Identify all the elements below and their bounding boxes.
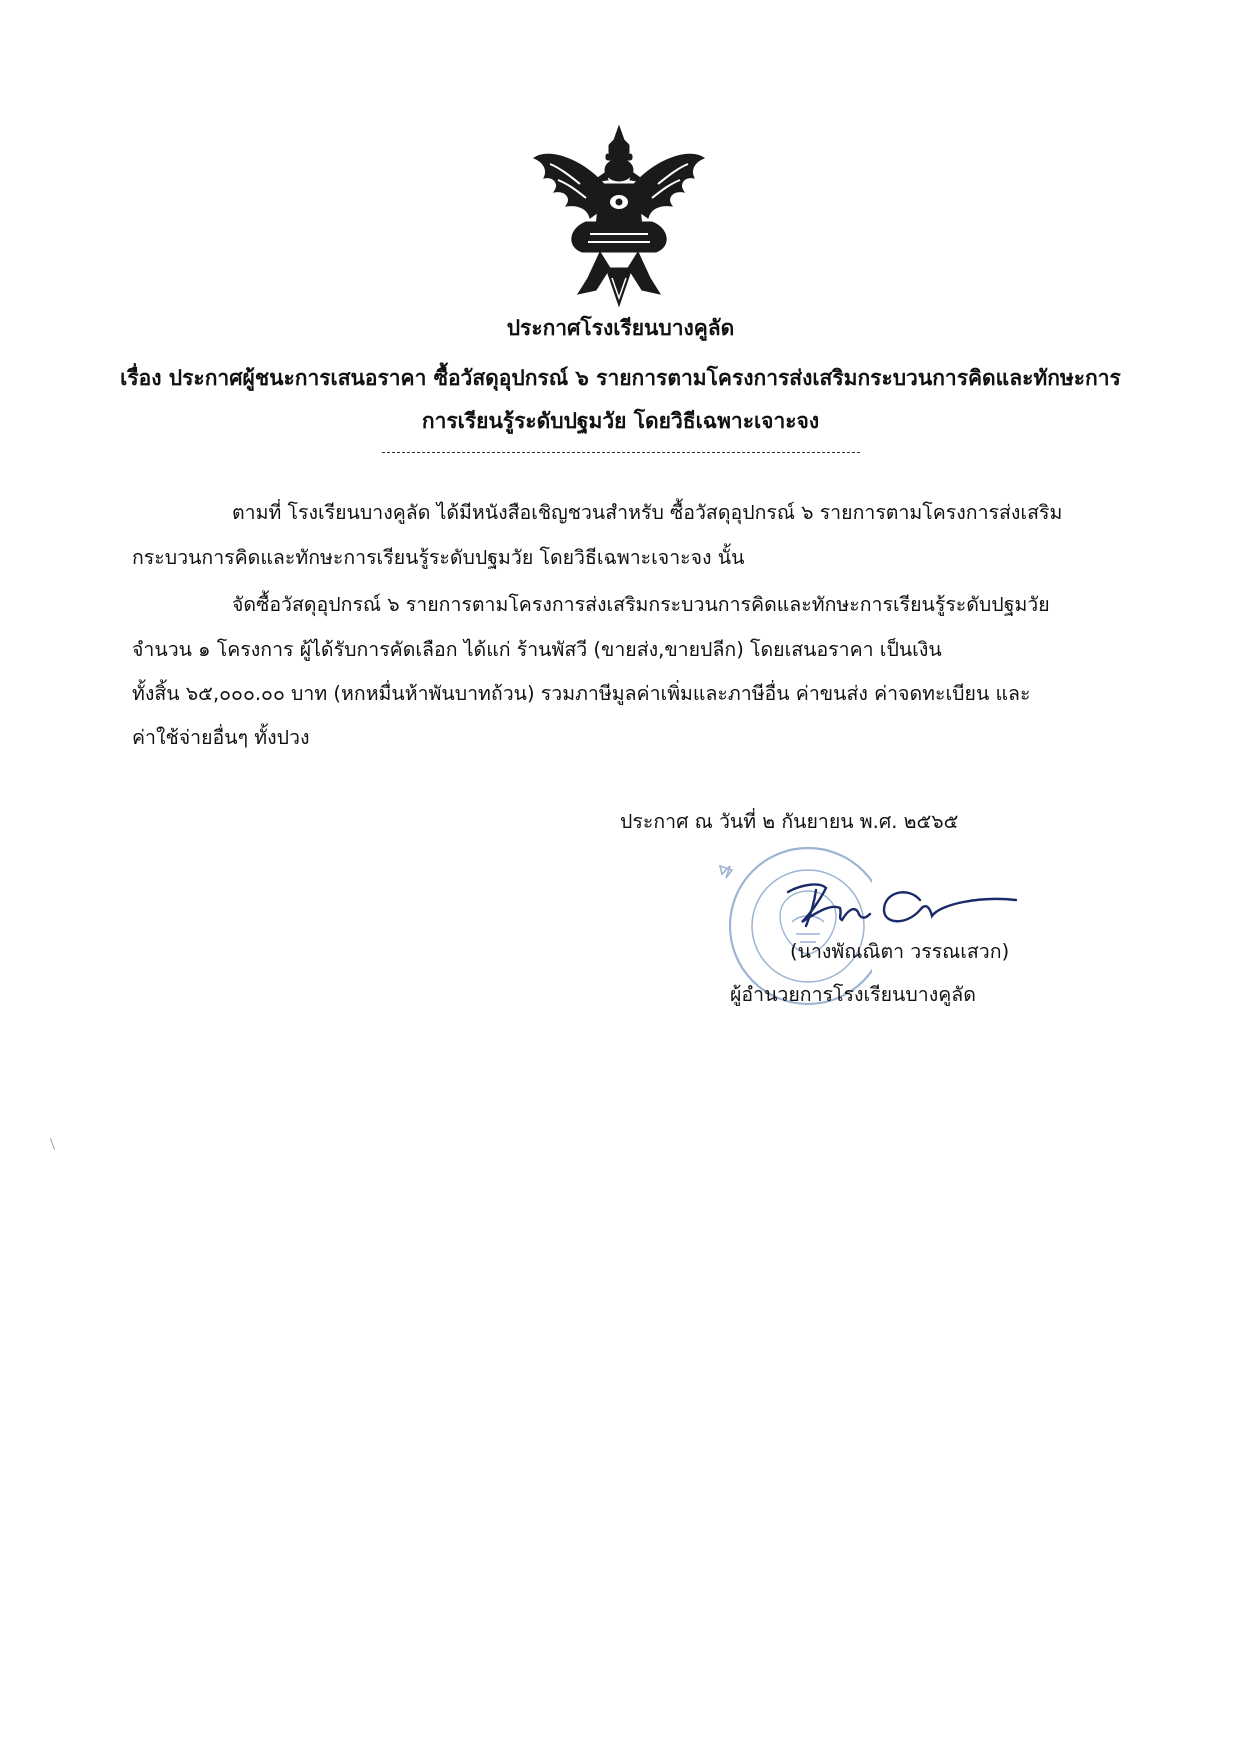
signer-name: (นางพัณณิตา วรรณเสวก) (790, 940, 1010, 963)
paragraph-2-line-2: จำนวน ๑ โครงการ ผู้ได้รับการคัดเลือก ได้แก่ ร้านพัสวี (ขายส่ง,ขายปลีก) โดยเสนอราคา เป็นเงิน (132, 638, 942, 661)
paragraph-1-line-2: กระบวนการคิดและทักษะการเรียนรู้ระดับปฐมวัย โดยวิธีเฉพาะเจาะจง นั้น (132, 546, 745, 569)
paragraph-2-line-4: ค่าใช้จ่ายอื่นๆ ทั้งปวง (132, 726, 310, 749)
paragraph-1-line-1: ตามที่ โรงเรียนบางคูลัด ได้มีหนังสือเชิญชวนสำหรับ ซื้อวัสดุอุปกรณ์ ๖ รายการตามโครงการส่งเสริม (232, 501, 1063, 524)
signer-position: ผู้อำนวยการโรงเรียนบางคูลัด (730, 983, 976, 1006)
subject-line-2: การเรียนรู้ระดับปฐมวัย โดยวิธีเฉพาะเจาะจง (421, 409, 820, 433)
paragraph-2-line-1: จัดซื้อวัสดุอุปกรณ์ ๖ รายการตามโครงการส่งเสริมกระบวนการคิดและทักษะการเรียนรู้ระดับปฐมวัย (232, 593, 1050, 616)
scan-speck (50, 1138, 55, 1150)
document-title: ประกาศโรงเรียนบางคูลัด (506, 316, 735, 340)
announce-date: ประกาศ ณ วันที่ ๒ กันยายน พ.ศ. ๒๕๖๕ (620, 810, 959, 833)
subject-line-1: เรื่อง ประกาศผู้ชนะการเสนอราคา ซื้อวัสดุอุปกรณ์ ๖ รายการตามโครงการส่งเสริมกระบวนการคิดและทักษะการ (120, 366, 1121, 390)
paragraph-2-line-3: ทั้งสิ้น ๖๕,๐๐๐.๐๐ บาท (หกหมื่นห้าพันบาทถ้วน) รวมภาษีมูลค่าเพิ่มและภาษีอื่น ค่าขนส่ง ค่าจดทะเบียน และ (132, 682, 1031, 705)
handwritten-signature (780, 870, 1020, 940)
header-divider (382, 452, 860, 453)
garuda-emblem (530, 118, 708, 308)
